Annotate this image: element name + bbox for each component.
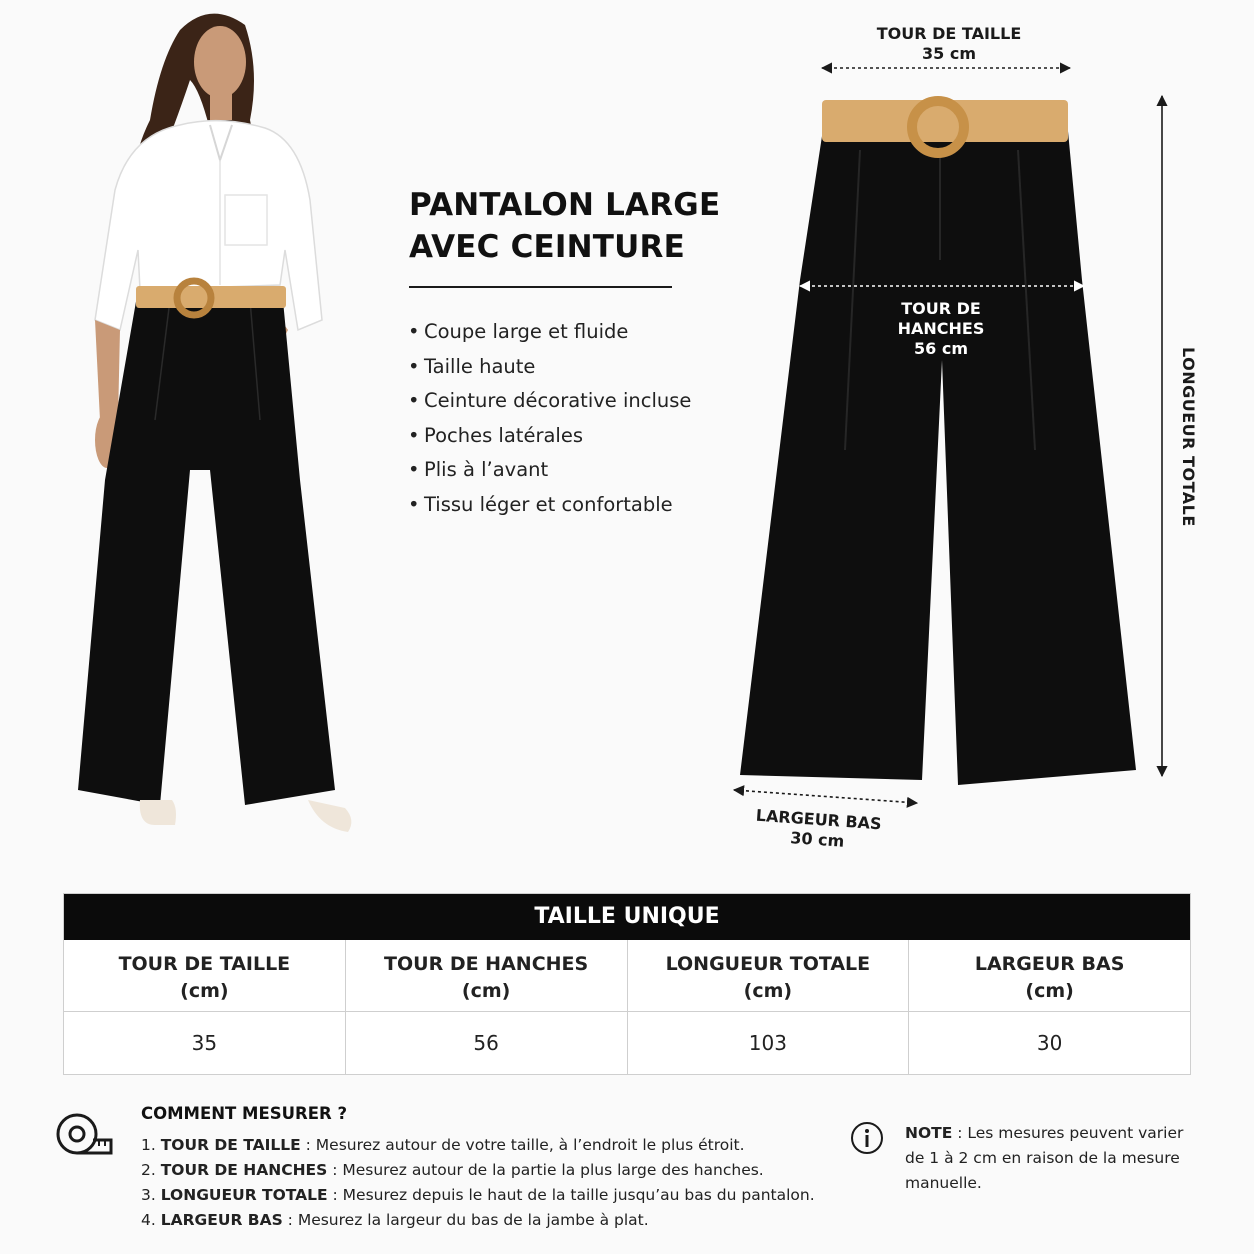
list-item: 3. LONGUEUR TOTALE : Mesurez depuis le haut de la taille jusqu’au bas du pantalon. [141,1186,815,1204]
table-cell: 56 [346,1012,628,1074]
hips-value: 56 cm [914,339,968,358]
bullet: • [408,458,420,481]
bullet: • [408,389,420,412]
feature-item: • Plis à l’avant [408,453,691,488]
hem-arrow [734,790,917,803]
bullet: • [408,423,420,447]
info-icon [850,1121,884,1155]
bullet: • [408,492,420,516]
flat-trousers [740,110,1136,785]
bullet: • [408,320,420,343]
measure-steps [141,1133,815,1233]
size-table-header-row [64,940,1190,1012]
table-row [64,1012,1190,1074]
hem-value: 30 cm [789,828,845,851]
column-header: TOUR DE TAILLE (cm) [64,940,346,1012]
feature-item: • Tissu léger et confortable [408,488,691,523]
table-cell: 30 [1036,1031,1063,1055]
product-title-line1: PANTALON LARGE [409,187,721,223]
note-text: : Les mesures peuvent varier de 1 à 2 cm en raison de la mesure manuelle. [905,1124,1184,1192]
product-title [409,184,739,268]
waist-measurement [869,24,1029,64]
list-item: 2. TOUR DE HANCHES : Mesurez autour de la partie la plus large des hanches. [141,1161,764,1179]
hips-measurement [856,299,1026,359]
title-divider [409,286,672,288]
column-header: LARGEUR BAS (cm) [909,940,1190,1012]
waist-value: 35 cm [922,44,976,63]
feature-item: • Taille haute [408,350,691,385]
list-item: 4. LARGEUR BAS : Mesurez la largeur du bas de la jambe à plat. [141,1211,649,1229]
bullet: • [408,354,420,378]
feature-list [408,315,691,522]
model-photo [60,0,360,850]
hips-label: TOUR DE HANCHES [897,299,985,338]
feature-item: • Ceinture décorative incluse [408,384,691,419]
table-cell: 35 [64,1012,346,1074]
table-cell: 103 [628,1012,910,1074]
how-to-measure-title: COMMENT MESURER ? [141,1104,348,1123]
list-item: 1. TOUR DE TAILLE : Mesurez autour de votre taille, à l’endroit le plus étroit. [141,1136,745,1154]
size-table-title: TAILLE UNIQUE [64,894,1190,940]
note-label: NOTE [905,1124,953,1142]
waist-label: TOUR DE TAILLE [876,24,1022,43]
feature-item: • Coupe large et fluide [408,315,691,350]
hem-label: LARGEUR BAS [755,805,883,834]
size-table [63,893,1191,1075]
tape-measure-icon [55,1110,115,1158]
feature-item: • Poches latérales [408,419,691,454]
length-label: LONGUEUR TOTALE [1179,347,1198,527]
garment-diagram [720,0,1240,860]
note [905,1121,1190,1196]
column-header: LONGUEUR TOTALE (cm) [628,940,910,1012]
column-header: TOUR DE HANCHES (cm) [346,940,628,1012]
product-title-line2: AVEC CEINTURE [409,229,685,265]
